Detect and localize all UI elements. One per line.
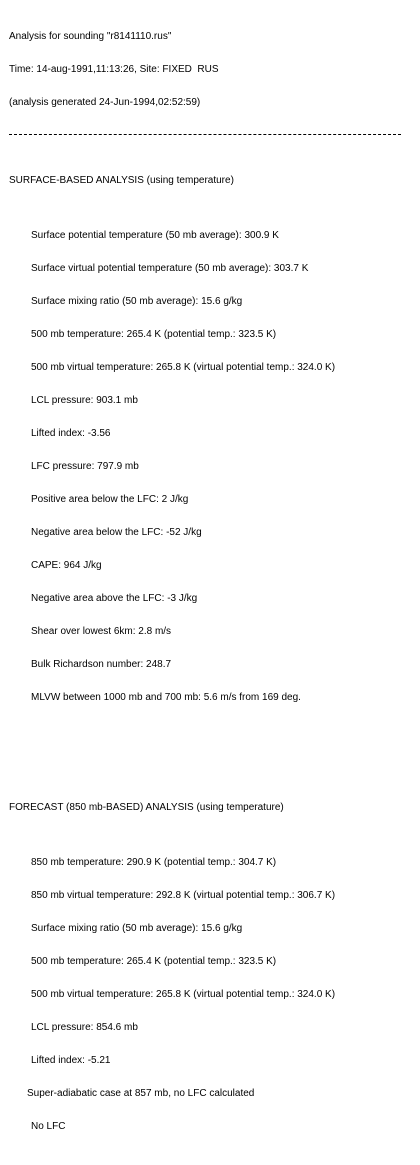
section-gap bbox=[9, 758, 414, 769]
forecast-section bbox=[9, 835, 414, 1154]
forecast-line: LCL pressure: 854.6 mb bbox=[31, 1022, 138, 1033]
report-title: Analysis for sounding "r8141110.rus" bbox=[9, 31, 172, 42]
surface-line: Positive area below the LFC: 2 J/kg bbox=[31, 494, 189, 505]
forecast-line: 500 mb virtual temperature: 265.8 K (virtual potential temp.: 324.0 K) bbox=[31, 989, 336, 1000]
forecast-note: No LFC bbox=[31, 1121, 66, 1132]
surface-line: 500 mb virtual temperature: 265.8 K (virtual potential temp.: 324.0 K) bbox=[31, 362, 336, 373]
forecast-line: 850 mb temperature: 290.9 K (potential temp.: 304.7 K) bbox=[31, 857, 277, 868]
surface-line: Bulk Richardson number: 248.7 bbox=[31, 659, 172, 670]
surface-line: Negative area above the LFC: -3 J/kg bbox=[31, 593, 198, 604]
surface-line: Surface mixing ratio (50 mb average): 15.6 g/kg bbox=[31, 296, 243, 307]
report-generated: (analysis generated 24-Jun-1994,02:52:59) bbox=[9, 97, 201, 108]
report-time-site: Time: 14-aug-1991,11:13:26, Site: FIXED RUS bbox=[9, 64, 219, 75]
forecast-line: Surface mixing ratio (50 mb average): 15.6 g/kg bbox=[31, 923, 243, 934]
analysis-report bbox=[9, 9, 414, 1165]
surface-line: MLVW between 1000 mb and 700 mb: 5.6 m/s from 169 deg. bbox=[31, 692, 301, 703]
surface-line: Shear over lowest 6km: 2.8 m/s bbox=[31, 626, 172, 637]
divider bbox=[9, 134, 401, 136]
surface-line: LCL pressure: 903.1 mb bbox=[31, 395, 138, 406]
forecast-line: 850 mb virtual temperature: 292.8 K (virtual potential temp.: 306.7 K) bbox=[31, 890, 336, 901]
surface-line: LFC pressure: 797.9 mb bbox=[31, 461, 139, 472]
forecast-line: Lifted index: -5.21 bbox=[31, 1055, 111, 1066]
surface-section bbox=[9, 208, 414, 725]
forecast-line: 500 mb temperature: 265.4 K (potential temp.: 323.5 K) bbox=[31, 956, 277, 967]
surface-line: Surface potential temperature (50 mb average): 300.9 K bbox=[31, 230, 279, 241]
forecast-section-title: FORECAST (850 mb-BASED) ANALYSIS (using temperature) bbox=[9, 802, 284, 813]
surface-line: Lifted index: -3.56 bbox=[31, 428, 111, 439]
forecast-note: Super-adiabatic case at 857 mb, no LFC calculated bbox=[27, 1088, 255, 1099]
surface-line: 500 mb temperature: 265.4 K (potential temp.: 323.5 K) bbox=[31, 329, 277, 340]
surface-line: CAPE: 964 J/kg bbox=[31, 560, 102, 571]
surface-section-title: SURFACE-BASED ANALYSIS (using temperature) bbox=[9, 175, 234, 186]
surface-line: Surface virtual potential temperature (50 mb average): 303.7 K bbox=[31, 263, 309, 274]
surface-line: Negative area below the LFC: -52 J/kg bbox=[31, 527, 202, 538]
